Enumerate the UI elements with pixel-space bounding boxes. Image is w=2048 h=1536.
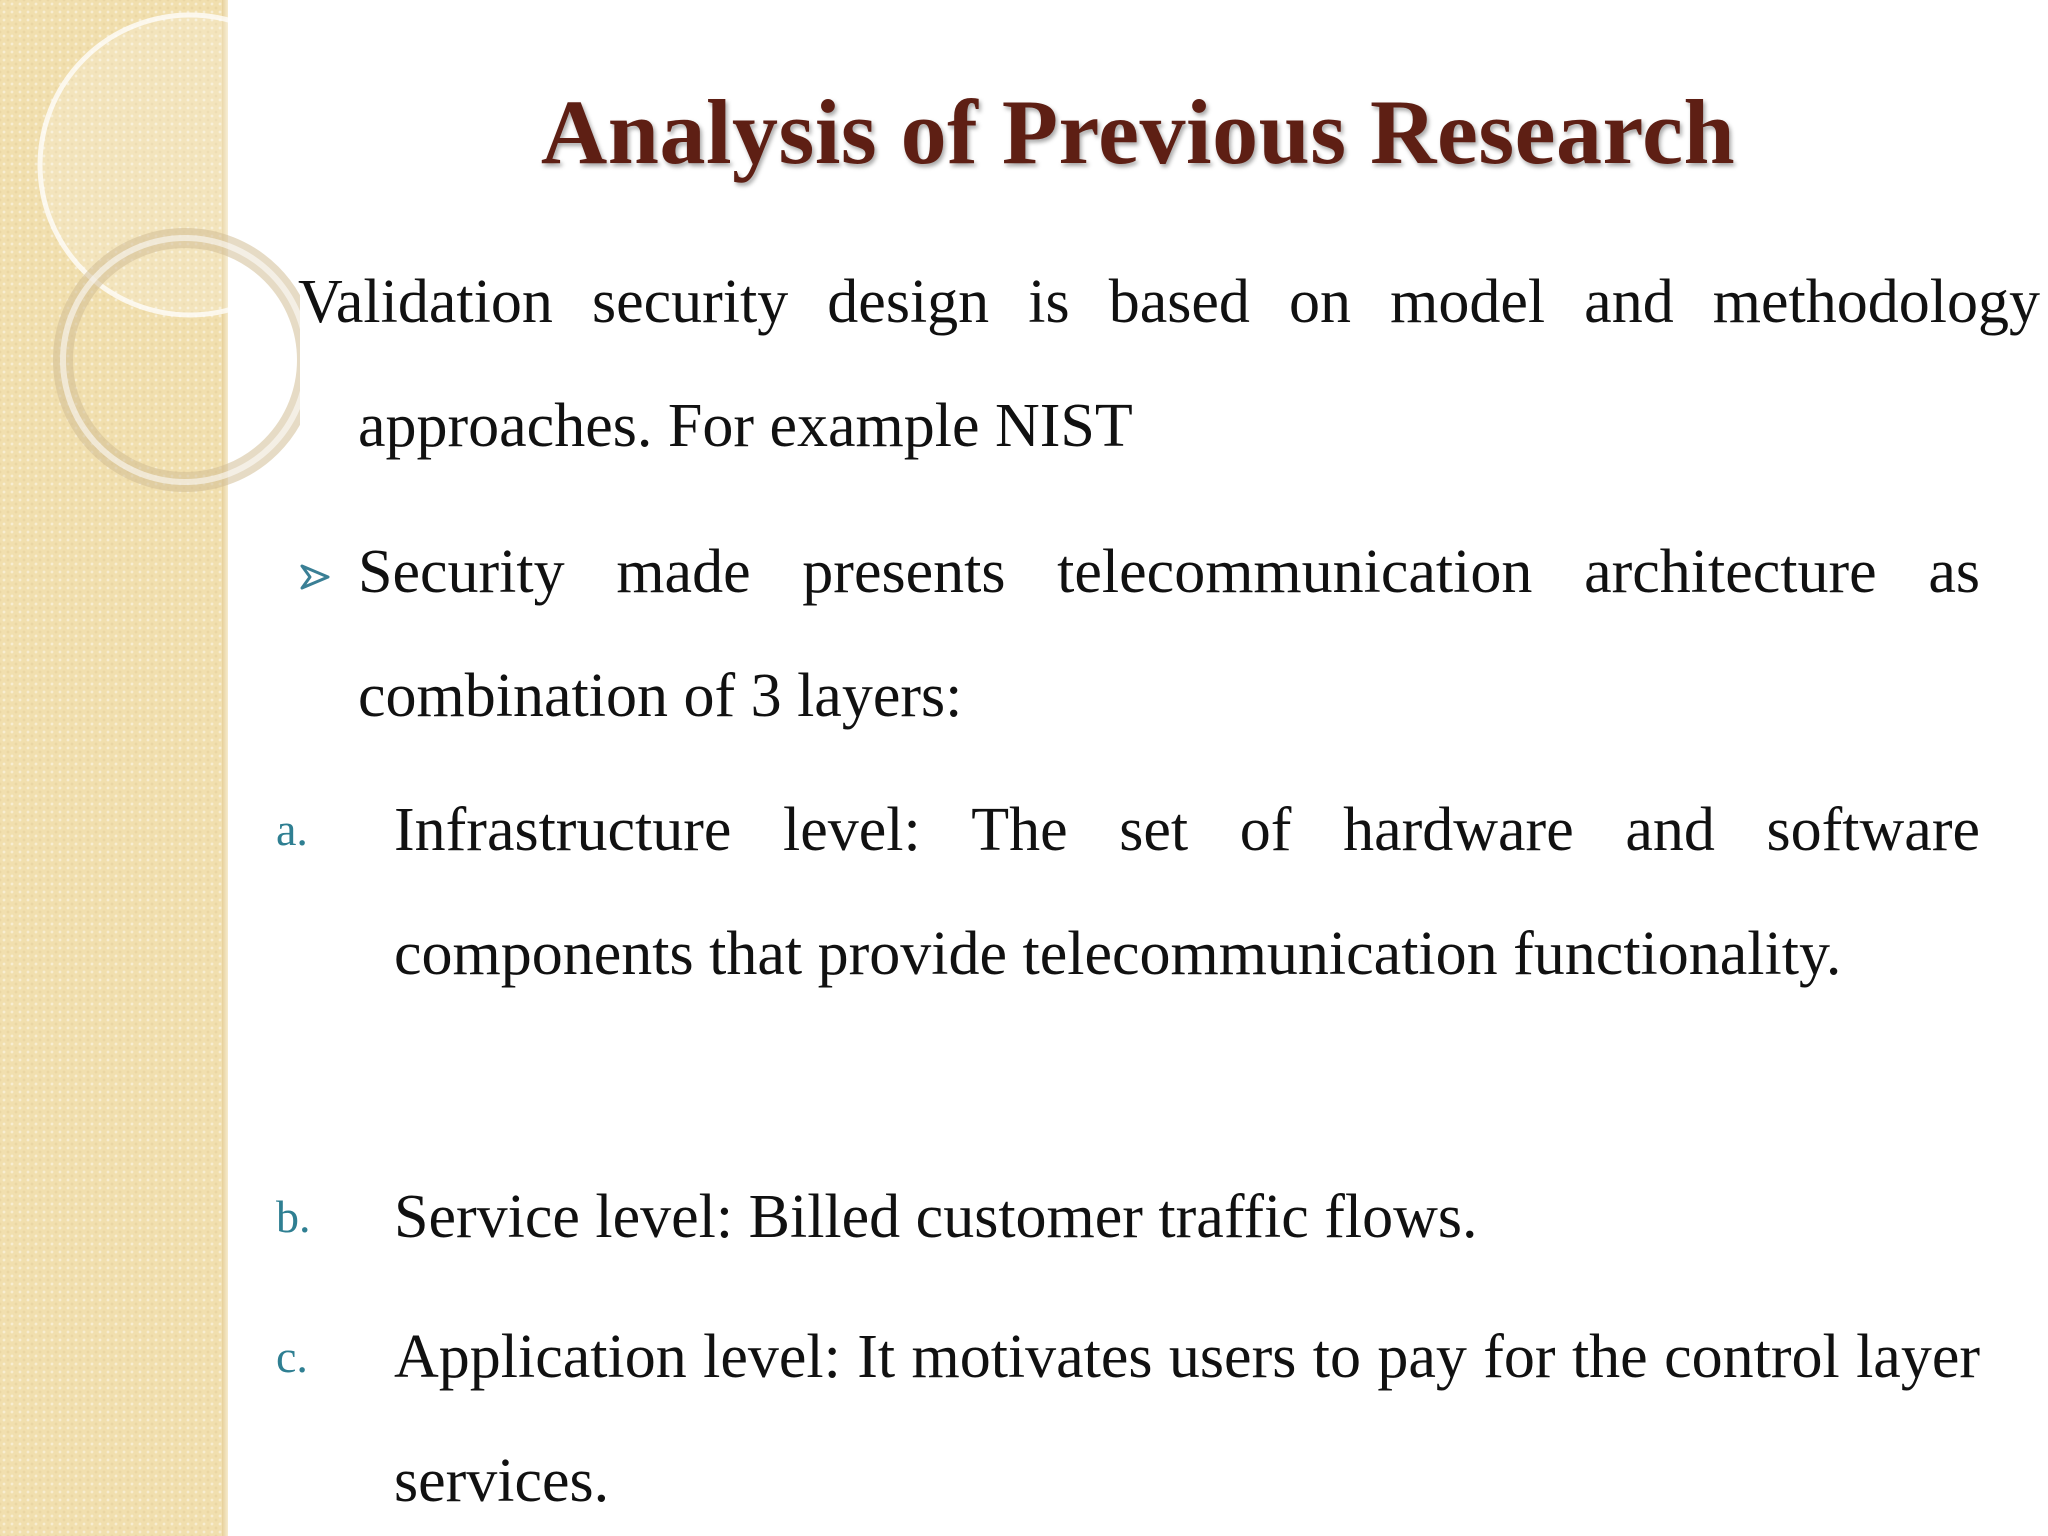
list-item-text: Service level: Billed customer traffic flows.: [394, 1183, 1478, 1251]
list-marker: a.: [276, 804, 308, 855]
slide-title: Analysis of Previous Research: [540, 81, 1736, 183]
intro-paragraph: Validation security design is based on model and methodology approaches. For example NIST: [298, 268, 2040, 460]
list-item: [276, 1295, 1980, 1536]
bullet-paragraph: [298, 510, 1980, 758]
list-item: [276, 1155, 1980, 1279]
list-marker: b.: [276, 1191, 311, 1242]
list-marker: c.: [276, 1331, 308, 1382]
arrow-bullet-icon: [298, 560, 332, 594]
bullet-text: Security made presents telecommunication architecture as combination of 3 layers:: [358, 538, 1980, 730]
list-item-text: Infrastructure level: The set of hardware and software components that provide telecommunication functionality.: [394, 796, 1980, 988]
list-item: [276, 768, 1980, 1016]
list-item-text: Application level: It motivates users to pay for the control layer services.: [394, 1323, 1980, 1515]
decorative-rings-icon: [0, 0, 300, 520]
